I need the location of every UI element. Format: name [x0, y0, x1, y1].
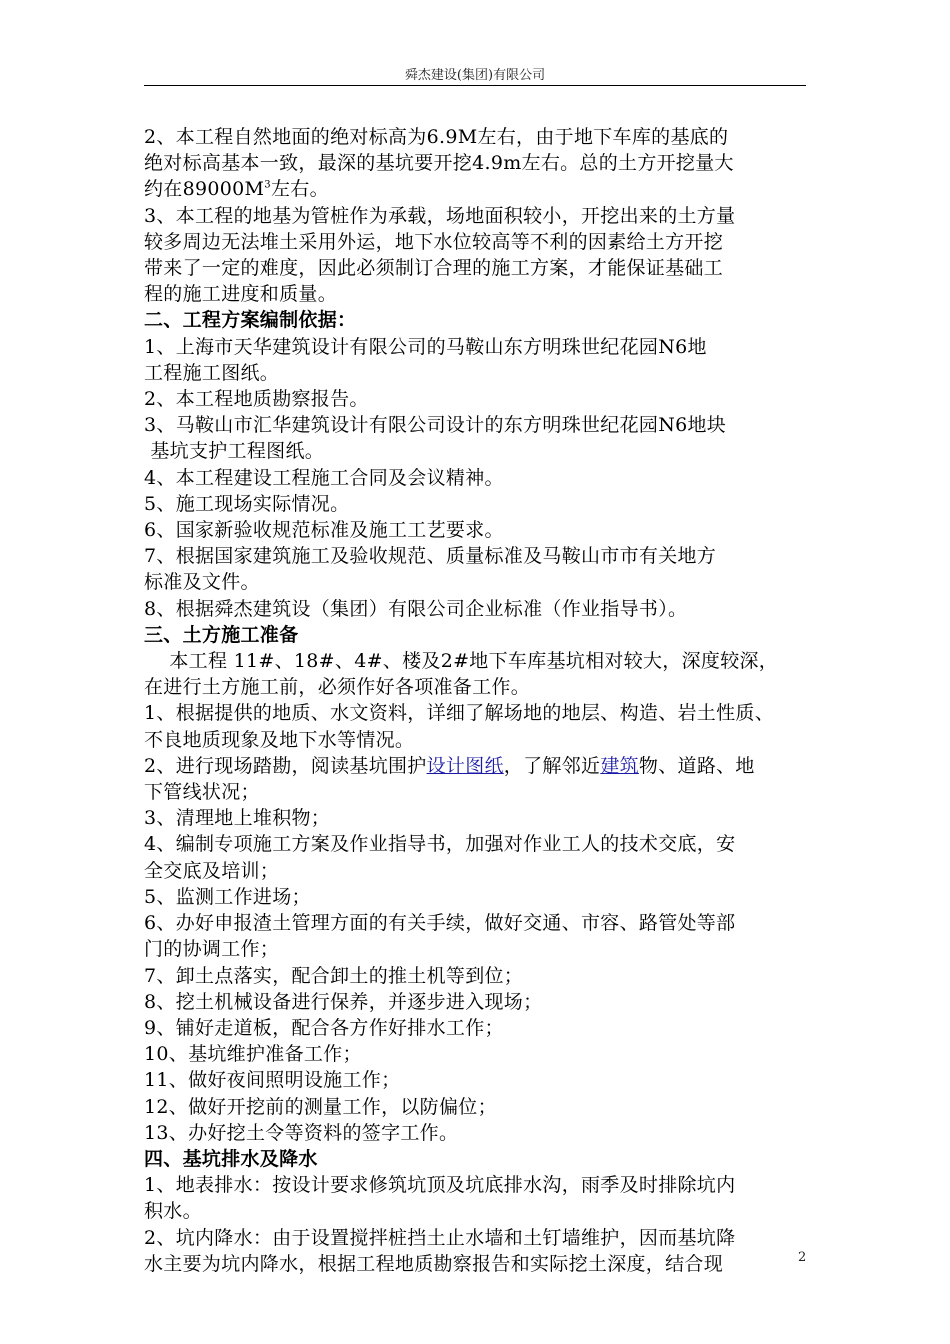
paragraph-line: 8、根据舜杰建筑设（集团）有限公司企业标准（作业指导书）。: [144, 597, 688, 620]
paragraph-line: 较多周边无法堆土采用外运，地下水位较高等不利的因素给土方开挖: [144, 230, 724, 253]
paragraph-line: [144, 753, 812, 779]
paragraph-line: 2、坑内降水：由于设置搅拌桩挡土止水墙和土钉墙维护，因而基坑降: [144, 1226, 736, 1249]
paragraph-line: 5、监测工作进场；: [144, 885, 311, 908]
paragraph-line: 程的施工进度和质量。: [144, 283, 338, 306]
paragraph-line: 7、卸土点落实，配合卸土的推土机等到位；: [144, 964, 524, 987]
paragraph-line: 带来了一定的难度，因此必须制订合理的施工方案，才能保证基础工: [144, 257, 724, 280]
paragraph-line: 4、本工程建设工程施工合同及会议精神。: [144, 466, 504, 489]
paragraph-line: 4、编制专项施工方案及作业指导书，加强对作业工人的技术交底，安: [144, 833, 736, 856]
paragraph-line: [144, 176, 812, 202]
header-divider: [144, 85, 806, 86]
section-heading: 三、土方施工准备: [144, 623, 299, 646]
section-heading: 二、工程方案编制依据：: [144, 309, 357, 332]
paragraph-line: 1、根据提供的地质、水文资料，详细了解场地的地层、构造、岩土性质、: [144, 702, 774, 725]
paragraph-line: 不良地质现象及地下水等情况。: [144, 728, 415, 751]
paragraph-line: 10、基坑维护准备工作；: [144, 1043, 362, 1066]
paragraph-line: 水主要为坑内降水，根据工程地质勘察报告和实际挖土深度，结合现: [144, 1252, 724, 1275]
paragraph-line: 积水。: [144, 1200, 202, 1223]
paragraph-line: 1、上海市天华建筑设计有限公司的马鞍山东方明珠世纪花园N6地: [144, 335, 707, 358]
paragraph-line: 1、地表排水：按设计要求修筑坑顶及坑底排水沟，雨季及时排除坑内: [144, 1174, 736, 1197]
paragraph-line: 7、根据国家建筑施工及验收规范、质量标准及马鞍山市市有关地方: [144, 545, 717, 568]
paragraph-line: 在进行土方施工前，必须作好各项准备工作。: [144, 676, 531, 699]
paragraph-line: 8、挖土机械设备进行保养，并逐步进入现场；: [144, 990, 543, 1013]
paragraph-line: 3、本工程的地基为管桩作为承载，场地面积较小，开挖出来的土方量: [144, 204, 736, 227]
text-span: 物、道路、地: [638, 754, 755, 777]
paragraph-line: 工程施工图纸。: [144, 361, 280, 384]
text-span: 约在89000M: [144, 178, 265, 201]
design-drawings-link[interactable]: 设计图纸: [426, 754, 504, 777]
section-heading: 四、基坑排水及降水: [144, 1147, 318, 1170]
text-span: 左右。: [270, 178, 329, 201]
document-body: [144, 124, 812, 1277]
paragraph-line: 6、办好申报渣土管理方面的有关手续，做好交通、市容、路管处等部: [144, 912, 736, 935]
paragraph-line: 3、清理地上堆积物；: [144, 807, 331, 830]
paragraph-line: 13、办好挖土令等资料的签字工作。: [144, 1121, 459, 1144]
text-span: ，了解邻近: [503, 754, 601, 777]
page-header: 舜杰建设(集团)有限公司: [404, 68, 546, 83]
building-link[interactable]: 建筑: [600, 754, 639, 777]
paragraph-line: 下管线状况；: [144, 781, 260, 804]
page-number: 2: [798, 1250, 807, 1265]
paragraph-line: 全交底及培训；: [144, 859, 280, 882]
paragraph-line: 基坑支护工程图纸。: [144, 440, 325, 463]
paragraph-line: 标准及文件。: [144, 571, 260, 594]
paragraph-line: 2、本工程地质勘察报告。: [144, 388, 369, 411]
paragraph-line: 5、施工现场实际情况。: [144, 492, 350, 515]
paragraph-line: 12、做好开挖前的测量工作，以防偏位；: [144, 1095, 497, 1118]
paragraph-line: 绝对标高基本一致，最深的基坑要开挖4.9m左右。总的土方开挖量大: [144, 152, 734, 175]
paragraph-line: 2、本工程自然地面的绝对标高为6.9M左右，由于地下车库的基底的: [144, 126, 729, 148]
paragraph-line: 3、马鞍山市汇华建筑设计有限公司设计的东方明珠世纪花园N6地块: [144, 414, 727, 437]
paragraph-line: 9、铺好走道板，配合各方作好排水工作；: [144, 1016, 504, 1039]
text-span: 2、进行现场踏勘，阅读基坑围护: [144, 754, 427, 777]
paragraph-line: 门的协调工作；: [144, 938, 280, 961]
paragraph-line: 本工程 11#、18#、4#、楼及2#地下车库基坑相对较大，深度较深，: [144, 650, 779, 673]
paragraph-line: 11、做好夜间照明设施工作；: [144, 1069, 401, 1092]
paragraph-line: 6、国家新验收规范标准及施工工艺要求。: [144, 519, 504, 542]
superscript: 3: [264, 180, 271, 192]
